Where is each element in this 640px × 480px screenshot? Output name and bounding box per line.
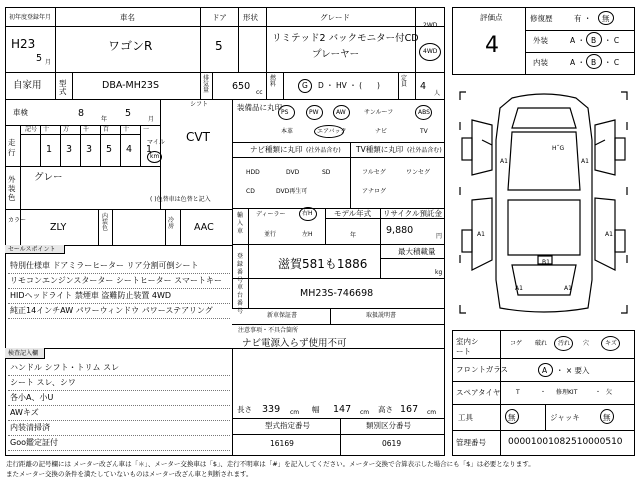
mileage-digit-label: 記号 xyxy=(25,126,38,133)
ext-opts: A ・ xyxy=(570,36,586,45)
seat-item: コゲ xyxy=(510,340,523,347)
model-year-unit: 年 xyxy=(350,232,357,239)
inspection-year: 8 xyxy=(78,108,85,119)
registration-number: 滋賀581も1886 xyxy=(278,257,368,271)
use-type: 自家用 xyxy=(13,80,42,91)
nav-item: CD xyxy=(246,188,255,195)
inspection-month-unit: 月 xyxy=(148,116,155,123)
height-label: 高さ xyxy=(378,405,393,414)
nav-item: SD xyxy=(322,169,331,176)
tv-header: TV種類に丸印 xyxy=(356,145,404,154)
spare-tire-item: 欠 xyxy=(606,389,613,396)
ext-label: 外装 xyxy=(533,36,548,45)
tv-sub: (社外品含む) xyxy=(407,147,442,154)
car-name-label: 車名 xyxy=(120,13,135,22)
spare-tire-label: スペアタイヤ xyxy=(456,388,501,397)
ac-label: 冷房 xyxy=(168,217,175,230)
sales-point-line: 純正14インチAW パワーウィンドウ パワーステアリング xyxy=(10,306,213,315)
mileage-digit: 3 xyxy=(66,144,73,155)
inspector-note-line: 内装清掃済 xyxy=(10,423,50,432)
front-glass-label: フロントガラス xyxy=(456,365,509,374)
width-unit: cm xyxy=(360,409,370,416)
grade-line1: リミテッド2 バックモニター付CD xyxy=(272,33,419,44)
mileage-digit-label: 十 xyxy=(123,126,130,133)
mileage-digit-label: 一 xyxy=(143,126,150,133)
inspection-month: 5 xyxy=(125,108,132,119)
length: 339 xyxy=(262,404,281,415)
capacity-unit: 人 xyxy=(434,90,441,97)
spare-tire-item: ・ xyxy=(595,389,602,396)
recycle-amount: 9,880 xyxy=(386,225,414,236)
length-unit: cm xyxy=(290,409,300,416)
int-opts: A ・ xyxy=(570,58,586,67)
seat-item: 破れ xyxy=(535,340,548,347)
inspector-notes-label: 検査記入欄 xyxy=(8,350,39,357)
diagram-mark-1: A1 xyxy=(500,158,508,165)
nav-item: DVD xyxy=(286,169,300,176)
capacity-label: 定員 xyxy=(401,75,408,88)
model: DBA-MH23S xyxy=(102,80,160,91)
diagram-mark-5: H˝G xyxy=(552,145,565,152)
car-damage-diagram xyxy=(452,80,635,330)
interior-seat-label: 室内シート xyxy=(456,337,479,356)
exterior-color: グレー xyxy=(34,172,63,183)
drive-2wd: 2WD xyxy=(423,22,438,29)
jack-label: ジャッキ xyxy=(550,413,580,422)
shift: CVT xyxy=(186,130,210,144)
type-no-label: 型式指定番号 xyxy=(265,421,310,430)
diagram-mark-6: B1 xyxy=(542,259,550,266)
chassis-label: 車台番号 xyxy=(237,284,244,315)
displacement-label: 排気量 xyxy=(203,75,210,94)
ac: AAC xyxy=(194,222,214,233)
int-label: 内装 xyxy=(533,58,548,67)
inspector-note-line: AWキズ xyxy=(10,408,39,417)
km-label: km xyxy=(150,153,160,160)
warranty: 新車保証書 xyxy=(267,312,298,319)
seat-item: 穴 xyxy=(583,340,590,347)
import-dealer: ディーラー xyxy=(256,211,286,218)
mileage-digit-label: 十 xyxy=(43,126,50,133)
max-load-kg: kg xyxy=(435,269,443,276)
class-no: 0619 xyxy=(382,439,402,448)
spare-tire-item: 修理KIT xyxy=(556,389,578,396)
dealer-notes-text: ナビ電源入らず使用不可 xyxy=(242,338,347,349)
nav-item: HDD xyxy=(246,169,260,176)
exterior-note: ( )色替車は色替と記入 xyxy=(150,196,211,203)
ext-b: B xyxy=(591,36,597,45)
score-label: 評価点 xyxy=(480,13,503,22)
height: 167 xyxy=(400,404,419,415)
recycle-yen: 円 xyxy=(436,233,443,240)
int-b: B xyxy=(591,58,597,67)
width-label: 幅 xyxy=(312,405,320,414)
displacement: 650 xyxy=(232,81,251,92)
diagram-mark-4: A1 xyxy=(605,231,613,238)
mileage-digit: 1 xyxy=(46,144,53,155)
footer-line2: またメーター交換の条件を満たしていないものはメーター改ざん車と判断されます。 xyxy=(6,470,253,478)
model-year-label: モデル年式 xyxy=(334,209,372,218)
shift-label: シフト xyxy=(190,101,209,108)
sheet-left-frame xyxy=(5,7,445,456)
equipment-label: 装備品に丸印 xyxy=(237,103,282,112)
max-load-label: 最大積載量 xyxy=(398,247,436,256)
seat-item: 汚れ xyxy=(558,340,571,347)
tv-item: ワンセグ xyxy=(406,169,431,176)
grade-line2: プレーヤー xyxy=(312,49,360,60)
diagram-mark-7: A1 xyxy=(515,285,523,292)
equipment-item: 本革 xyxy=(281,128,294,135)
capacity: 4 xyxy=(420,81,427,92)
int-c: ・ C xyxy=(604,58,620,67)
type-no: 16169 xyxy=(270,439,294,448)
dealer-notes-label: 注意事項・不具合箇所 xyxy=(238,327,299,334)
seat-item: キズ xyxy=(605,340,617,347)
mileage-digit: 3 xyxy=(86,144,93,155)
manual: 取扱説明書 xyxy=(366,312,397,319)
sales-point-line: リモコンエンジンスターター シートヒーター スマートキー xyxy=(10,276,222,285)
spare-tire-item: T xyxy=(516,389,520,396)
exterior-label: 外装色 xyxy=(8,175,16,202)
doors: 5 xyxy=(215,39,223,53)
class-no-label: 類別区分番号 xyxy=(366,421,411,430)
equipment-item: PS xyxy=(281,109,289,116)
inspector-note-line: シート スレ、シワ xyxy=(10,378,76,387)
equipment-item: ナビ xyxy=(375,128,388,135)
height-unit: cm xyxy=(427,409,437,416)
mileage-digit: 4 xyxy=(126,144,133,155)
drive-4wd: 4WD xyxy=(423,48,438,55)
doors-label: ドア xyxy=(212,13,227,22)
mileage-label: 走行 xyxy=(8,138,16,157)
month-unit: 月 xyxy=(45,59,52,66)
front-glass-a: A xyxy=(542,366,548,375)
diagram-mark-3: A1 xyxy=(477,231,485,238)
sales-points-label: セールスポイント xyxy=(8,246,56,253)
equipment-item: PW xyxy=(309,109,319,116)
nav-sub: (社外品含む) xyxy=(306,147,341,154)
equipment-item: エアバック xyxy=(317,128,347,135)
equipment-item: AW xyxy=(336,109,346,116)
import-right: 右H xyxy=(302,210,313,217)
width: 147 xyxy=(333,404,352,415)
fuel-label: 燃料 xyxy=(270,75,277,88)
repair-label: 修復歴 xyxy=(530,14,553,23)
sales-point-line: HIDヘッドライト 禁煙車 盗難防止装置 4WD xyxy=(10,291,172,300)
fuel-options: D ・ HV ・ ( ) xyxy=(318,81,380,90)
car-name: ワゴンR xyxy=(108,39,153,53)
nav-item: DVD再生可 xyxy=(276,188,308,195)
first-reg-label: 初年度登録年月 xyxy=(9,14,52,21)
management-label: 管理番号 xyxy=(456,438,486,447)
ext-c: ・ C xyxy=(604,36,620,45)
nav-header: ナビ種類に丸印 xyxy=(250,145,303,154)
inspector-note-line: 各小A、小U xyxy=(10,393,54,402)
color-code: ZLY xyxy=(50,222,67,233)
mileage-digit: 5 xyxy=(106,144,113,155)
equipment-item: サンルーフ xyxy=(364,109,394,116)
spare-tire-item: ・ xyxy=(540,389,547,396)
grade-label: グレード xyxy=(320,13,350,22)
import-parallel: 並行 xyxy=(264,231,277,238)
import-label: 輸入車 xyxy=(237,212,244,235)
color-code-label: カラー xyxy=(8,217,27,224)
inspector-note-line: ハンドル シフト・トリム スレ xyxy=(10,363,120,372)
recycle-label: リサイクル預託金 xyxy=(383,209,442,218)
inspection-year-unit: 年 xyxy=(101,116,108,123)
equipment-item: ABS xyxy=(418,109,430,116)
model-label: 型式 xyxy=(59,79,67,96)
repair-none: 無 xyxy=(602,14,610,23)
mileage-digit-label: 万 xyxy=(63,126,70,133)
registration-label: 登録番号 xyxy=(237,253,244,284)
first-reg-month: 5 xyxy=(36,53,43,64)
sales-point-line: 特別仕様車 ドアミラーヒーター リア分割可倒シート xyxy=(10,261,199,270)
fuel-g: G xyxy=(302,81,308,90)
shape-label: 形状 xyxy=(243,13,258,22)
cc-unit: cc xyxy=(256,89,263,96)
mile-label: マイル xyxy=(147,139,165,146)
import-left: 左H xyxy=(302,231,313,238)
first-reg-year: H23 xyxy=(11,37,36,51)
interior-color-label: 内装色 xyxy=(102,213,109,232)
front-glass-text: ・ × 要入 xyxy=(556,366,590,375)
tv-item: アナログ xyxy=(362,188,387,195)
diagram-mark-8: A1 xyxy=(564,285,572,292)
inspection-label: 車検 xyxy=(13,108,28,117)
repair-options: 有 ・ xyxy=(574,14,592,23)
length-label: 長さ xyxy=(237,405,252,414)
jack-none: 無 xyxy=(603,413,611,422)
mileage-digit: 1 xyxy=(146,144,153,155)
diagram-mark-2: A1 xyxy=(581,158,589,165)
score: 4 xyxy=(485,33,499,58)
mileage-digit-label: 千 xyxy=(83,126,90,133)
equipment-item: TV xyxy=(420,128,428,135)
tv-item: フルセグ xyxy=(362,169,386,176)
inspector-note-line: Goo鑑定証付 xyxy=(10,438,58,447)
mileage-digit-label: 百 xyxy=(103,126,110,133)
tools-none: 無 xyxy=(508,413,516,422)
chassis-number: MH23S-746698 xyxy=(300,288,374,299)
footer-line1: 走行距離の記号欄には メーター改ざん車は「＊」、メーター交換車は「$」、走行不明車は「#」を記入してください。メーター交換で合算表示した場合にも「$」は必要となります。 xyxy=(6,460,535,468)
tools-label: 工具 xyxy=(458,413,473,422)
management-number: 00001001082510000510 xyxy=(508,437,623,447)
